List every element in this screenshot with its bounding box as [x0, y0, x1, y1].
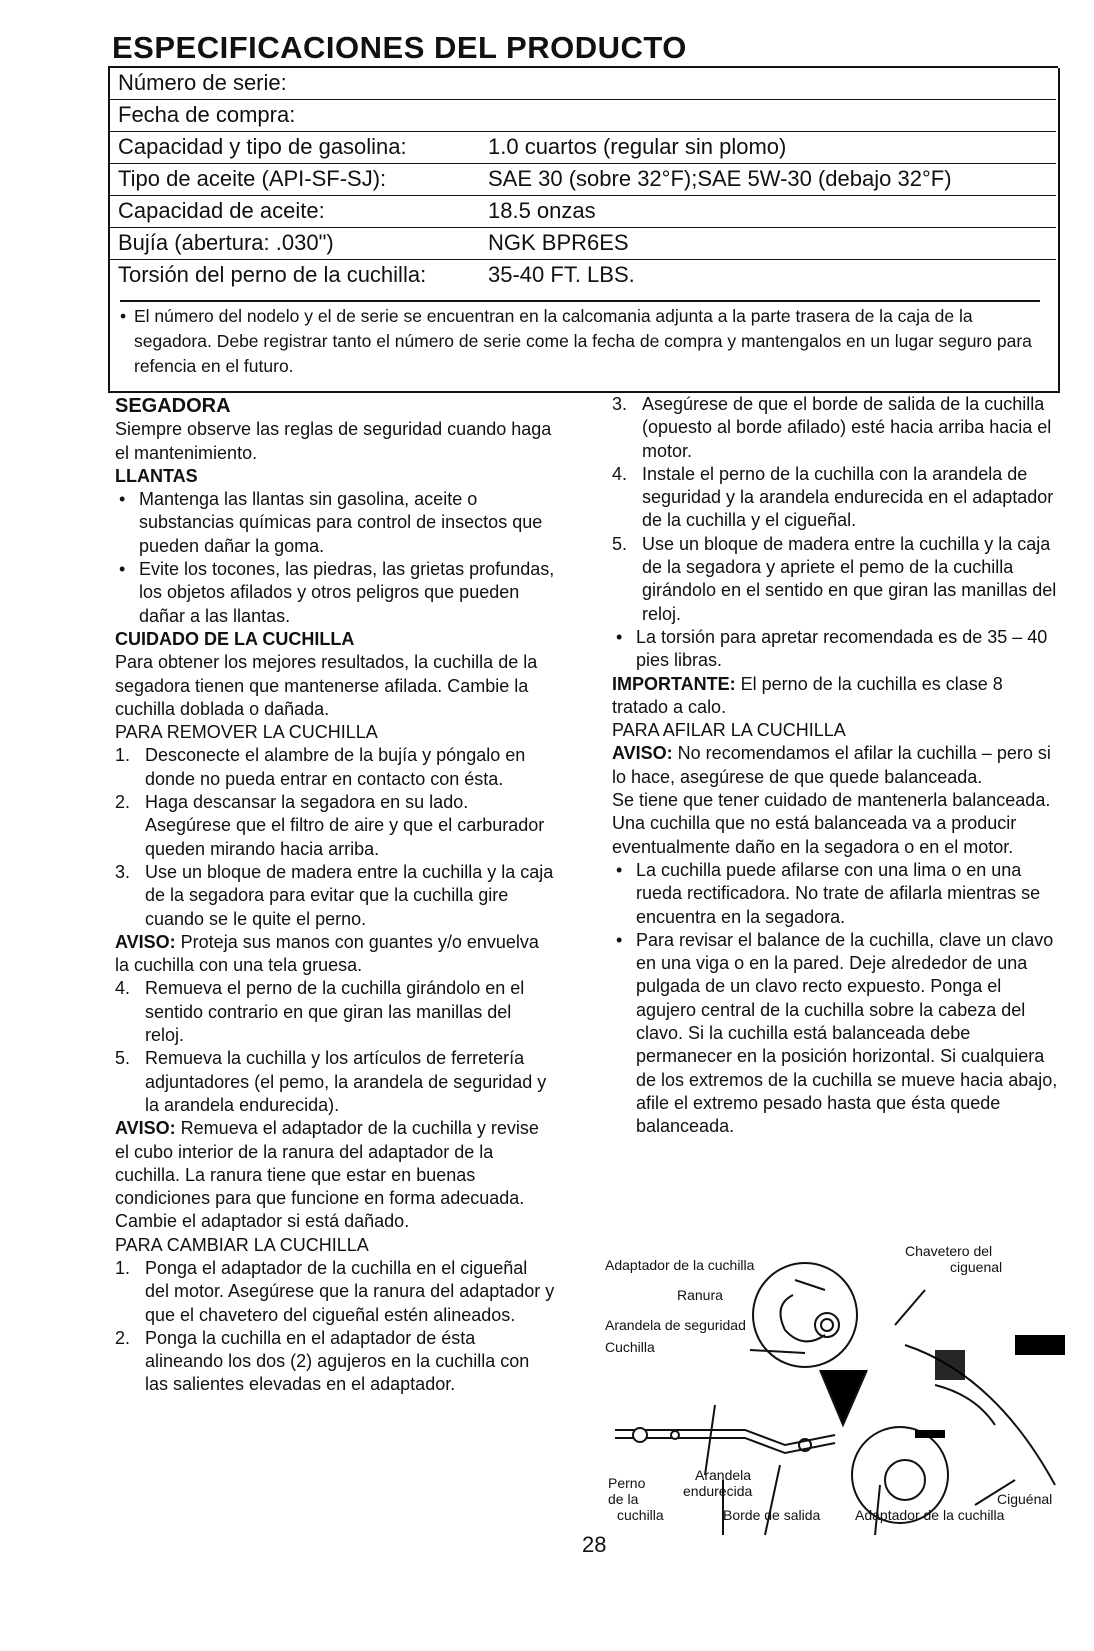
figure-label: Ranura: [677, 1287, 723, 1303]
figure-label: endurecida: [683, 1483, 753, 1499]
segadora-text: Siempre observe las reglas de seguridad cuando haga el mantenimiento.: [115, 419, 552, 463]
list-item: • Mantenga las llantas sin gasolina, aceite o substancias químicas para control de insectos que pueden dañar la goma.: [119, 489, 543, 556]
balance-text: Se tiene que tener cuidado de mantenerla balanceada. Una cuchilla que no está balanceada va a producir eventualmente daño en la segadora o en el motor.: [612, 790, 1051, 857]
afilar-heading: PARA AFILAR LA CUCHILLA: [612, 720, 846, 741]
aviso-paragraph: AVISO: Remueva el adaptador de la cuchilla y revise el cubo interior de la ranura del adaptador de la cuchilla. La ranura tiene que estar en buenas condiciones para que funcione en forma adecuada. Cambie el adaptador si está dañado.: [115, 1118, 539, 1232]
figure-label: Arandela de seguridad: [605, 1317, 746, 1333]
list-item: 3. Use un bloque de madera entre la cuchilla y la caja de la segadora para evitar que la cuchilla gire cuando se le quite el perno.: [115, 861, 554, 929]
figure-label: Arandela: [695, 1467, 752, 1483]
list-item: • Evite los tocones, las piedras, las grietas profundas, los objetos afilados y otros peligros que pueden dañar a las llantas.: [119, 559, 555, 626]
llantas-heading: LLANTAS: [115, 465, 198, 486]
importante-paragraph: IMPORTANTE: El perno de la cuchilla es clase 8 tratado a calo.: [612, 673, 1003, 717]
spec-note-text: El número del nodelo y el de serie se encuentran en la calcomania adjunta a la parte trasera de la caja de la segadora. Debe registrar tanto el número de serie come la fecha de compra y mantengalos en un lugar seguro para refencia en el futuro.: [134, 306, 1032, 376]
spec-row: [108, 100, 1056, 132]
spec-row: [108, 68, 1056, 100]
figure-label: Perno: [608, 1475, 646, 1491]
spec-row: [108, 228, 1056, 260]
spec-label: Capacidad y tipo de gasolina:: [108, 132, 488, 164]
right-column: [612, 393, 1062, 1139]
spec-row: [108, 132, 1056, 164]
spec-value: 1.0 cuartos (regular sin plomo): [488, 132, 1056, 164]
cuidado-text: Para obtener los mejores resultados, la cuchilla de la segadora tienen que mantenerse afilada. Cambie la cuchilla doblada o dañada.: [115, 652, 538, 719]
figure-label: Adaptador de la cuchilla: [605, 1257, 755, 1273]
left-column: [115, 395, 555, 1397]
spec-value: NGK BPR6ES: [488, 228, 1056, 260]
spec-label: Tipo de aceite (API-SF-SJ):: [108, 164, 488, 196]
remover-heading: PARA REMOVER LA CUCHILLA: [115, 722, 378, 743]
aviso-paragraph: AVISO: No recomendamos el afilar la cuchilla – pero si lo hace, asegúrese de que quede balanceada.: [612, 743, 1051, 787]
spec-row: [108, 196, 1056, 228]
page-title: ESPECIFICACIONES DEL PRODUCTO: [112, 30, 687, 65]
list-item: 2. Haga descansar la segadora en su lado. Asegúrese que el filtro de aire y que el carburador queden mirando hacia arriba.: [115, 792, 545, 859]
figure-label: Adaptador de la cuchilla: [855, 1507, 1005, 1523]
list-item: 4. Remueva el perno de la cuchilla girándolo en el sentido contrario en que giran las manillas del reloj.: [115, 978, 525, 1046]
list-item: 5. Use un bloque de madera entre la cuchilla y la caja de la segadora y apriete el pemo de la cuchilla girándolo en el sentido en que giran las manillas del reloj.: [612, 533, 1057, 624]
spec-value: [488, 100, 1056, 132]
bullet-icon: •: [120, 306, 127, 326]
bullet-icon: •: [119, 489, 126, 510]
list-item: 2. Ponga la cuchilla en el adaptador de ésta alineando los dos (2) agujeros en la cuchilla con las salientes elevadas en el adaptador.: [115, 1327, 530, 1395]
list-item: • La cuchilla puede afilarse con una lima o en una rueda rectificadora. No trate de afilarla mientras se encuentra en la segadora.: [616, 859, 1041, 927]
spec-label: Torsión del perno de la cuchilla:: [108, 260, 488, 292]
segadora-heading: SEGADORA: [115, 395, 231, 417]
aviso-paragraph: AVISO: Proteja sus manos con guantes y/o envuelva la cuchilla con una tela gruesa.: [115, 931, 539, 976]
bullet-icon: •: [616, 929, 623, 950]
blade-assembly-figure: [605, 1243, 1070, 1545]
spec-value: [488, 68, 1056, 100]
list-item: 3. Asegúrese de que el borde de salida de la cuchilla (opuesto al borde afilado) esté hacia arriba hacia el motor.: [612, 394, 1052, 461]
spec-table: [108, 68, 1056, 291]
spec-row: [108, 260, 1056, 292]
figure-label: Chavetero del: [905, 1243, 993, 1259]
bullet-icon: •: [616, 859, 623, 880]
spec-label: Bujía (abertura: .030"): [108, 228, 488, 260]
bullet-icon: •: [119, 559, 126, 580]
list-item: • La torsión para apretar recomendada es de 35 – 40 pies libras.: [616, 626, 1048, 671]
spec-value: 35-40 FT. LBS.: [488, 260, 1056, 292]
figure-label: ciguenal: [950, 1259, 1003, 1275]
figure-label: Ciguénal: [997, 1491, 1053, 1507]
bullet-icon: •: [616, 626, 623, 647]
page-number: 28: [582, 1532, 607, 1557]
spec-label: Fecha de compra:: [108, 100, 488, 132]
list-item: 5. Remueva la cuchilla y los artículos de ferretería adjuntadores (el pemo, la arandela de seguridad y la arandela endurecida).: [115, 1048, 547, 1115]
spec-value: SAE 30 (sobre 32°F);SAE 5W-30 (debajo 32°F): [488, 164, 1056, 196]
figure-label: Borde de salida: [723, 1507, 821, 1523]
spec-value: 18.5 onzas: [488, 196, 1056, 228]
cambiar-heading: PARA CAMBIAR LA CUCHILLA: [115, 1234, 369, 1255]
figure-label: Cuchilla: [605, 1339, 655, 1355]
list-item: 4. Instale el perno de la cuchilla con la arandela de seguridad y la arandela endurecida en el adaptador de la cuchilla y el cigueñal.: [612, 463, 1054, 531]
figure-label: de la: [608, 1491, 639, 1507]
list-item: 1. Desconecte el alambre de la bujía y póngalo en donde no pueda entrar en contacto con ésta.: [115, 745, 526, 789]
cuidado-heading: CUIDADO DE LA CUCHILLA: [115, 628, 355, 649]
spec-label: Capacidad de aceite:: [108, 196, 488, 228]
list-item: 1. Ponga el adaptador de la cuchilla en el cigueñal del motor. Asegúrese que la ranura del adaptador y que el chavetero del cigueñal estén alineados.: [115, 1257, 555, 1325]
spec-note: [120, 300, 1040, 379]
figure-label: cuchilla: [617, 1507, 664, 1523]
spec-label: Número de serie:: [118, 70, 287, 95]
list-item: • Para revisar el balance de la cuchilla, clave un clavo en una viga o en la pared. Deje alrededor de una pulgada de un clavo recto expuesto. Ponga el agujero central de la cuchilla sobre la cabeza del clavo. Si la cuchilla está balanceada debe permanecer en la posición horizontal. Si cualquiera de los extremos de la cuchilla se mueve hacia abajo, afile el extremo pesado hasta que ésta quede balanceada.: [616, 929, 1058, 1137]
spec-row: [108, 164, 1056, 196]
